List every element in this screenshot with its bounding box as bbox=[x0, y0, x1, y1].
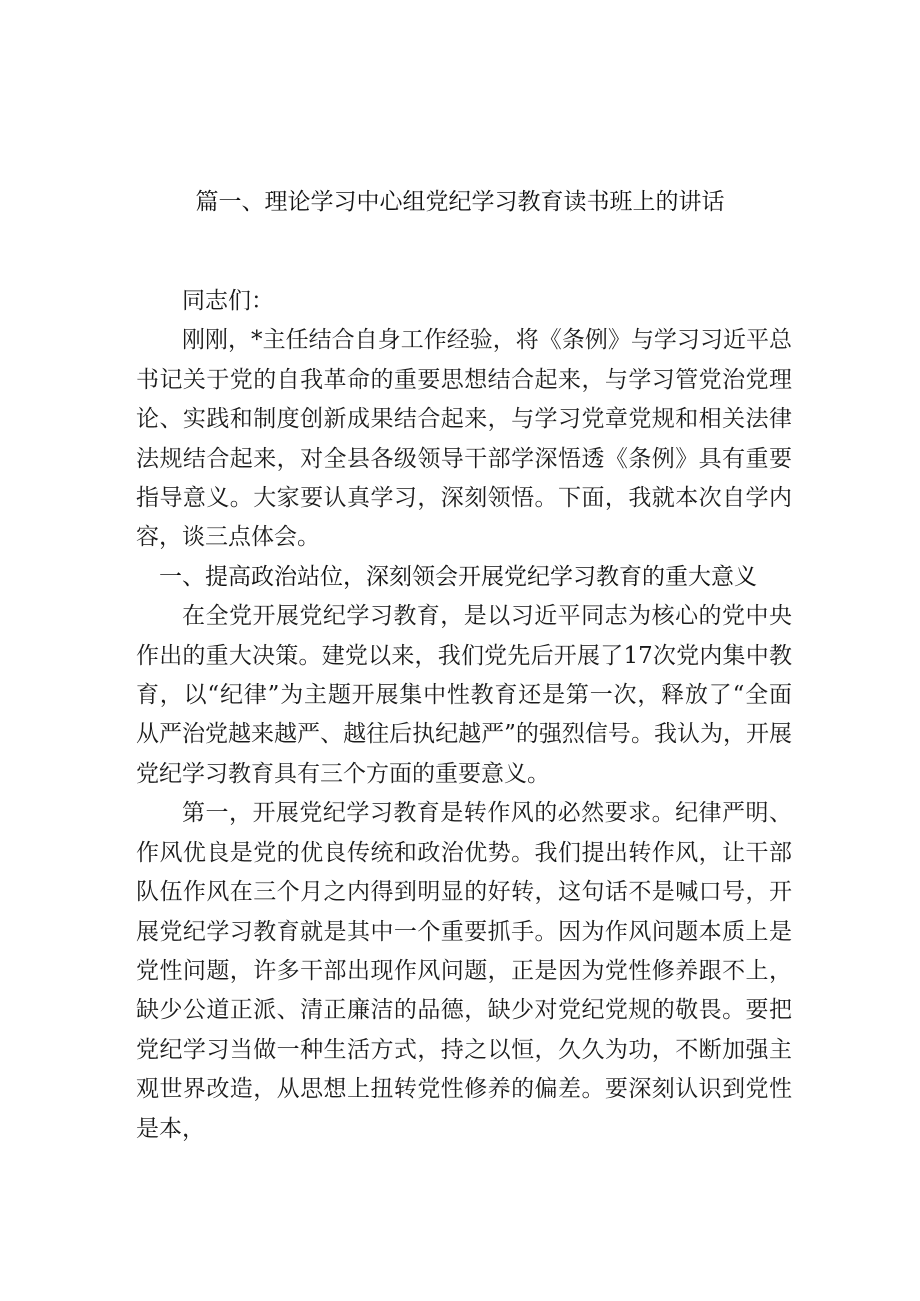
salutation: 同志们： bbox=[182, 288, 274, 314]
section-paragraph: 在全党开展党纪学习教育，是以习近平同志为核心的党中央作出的重大决策。建党以来，我们党先后开展了17次党内集中教育，以“纪律”为主题开展集中性教育还是第一次，释放了“全面从严治党越来越严、越往后执纪越严”的强烈信号。我认为，开展党纪学习教育具有三个方面的重要意义。 bbox=[136, 603, 792, 787]
intro-paragraph: 刚刚，*主任结合自身工作经验，将《条例》与学习习近平总书记关于党的自我革命的重要思想结合起来，与学习管党治党理论、实践和制度创新成果结合起来，与学习党章党规和相关法律法规结合起来，对全县各级领导干部学深悟透《条例》具有重要指导意义。大家要认真学习，深刻领悟。下面，我就本次自学内容，谈三点体会。 bbox=[136, 327, 792, 551]
document-title: 篇一、理论学习中心组党纪学习教育读书班上的讲话 bbox=[195, 189, 725, 215]
document-body bbox=[136, 282, 792, 1149]
section-heading: 一、提高政治站位，深刻领会开展党纪学习教育的重大意义 bbox=[159, 563, 757, 590]
section-paragraph: 第一，开展党纪学习教育是转作风的必然要求。纪律严明、作风优良是党的优良传统和政治优势。我们提出转作风，让干部队伍作风在三个月之内得到明显的好转，这句话不是喊口号，开展党纪学习教育就是其中一个重要抓手。因为作风问题本质上是党性问题，许多干部出现作风问题，正是因为党性修养跟不上，缺少公道正派、清正廉洁的品德，缺少对党纪党规的敬畏。要把党纪学习当做一种生活方式，持之以恒，久久为功，不断加强主观世界改造，从思想上扭转党性修养的偏差。要深刻认识到党性是本， bbox=[136, 800, 792, 1142]
